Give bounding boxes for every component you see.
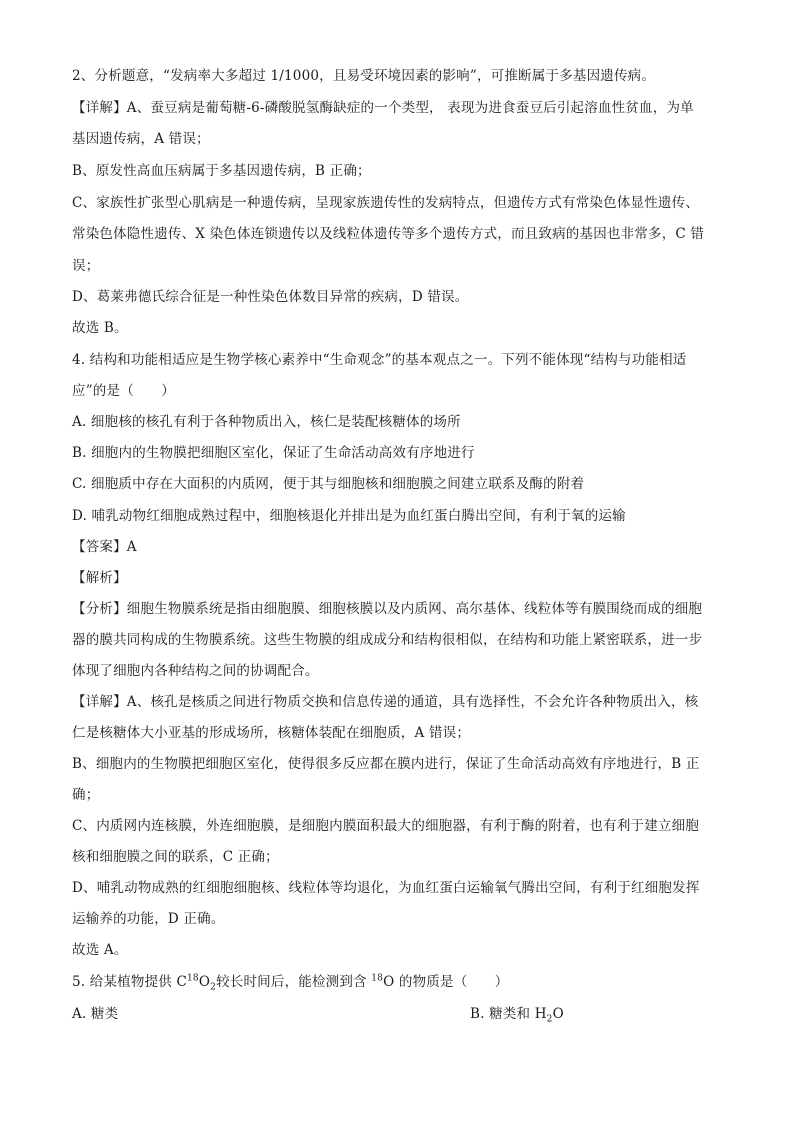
question-5-option-a: A. 糖类 <box>72 1006 119 1022</box>
text-line: C、家族性扩张型心肌病是一种遗传病，呈现家族遗传性的发病特点，但遗传方式有常染色体显性遗传、 <box>72 195 700 211</box>
question-4-option-c: C. 细胞质中存在大面积的内质网，便于其与细胞核和细胞膜之间建立联系及酶的附着 <box>72 476 585 492</box>
text-line: 确； <box>72 787 100 803</box>
q5-option-b-sub: 2 <box>546 1014 553 1025</box>
answer-label: 【答案】A <box>72 539 137 555</box>
question-4-stem: 4. 结构和功能相适应是生物学核心素养中“生命观念”的基本观点之一。下列不能体现“结构与功能相适 <box>72 352 687 368</box>
question-5-stem <box>72 972 722 992</box>
q5-suffix: O 的物质是（ ） <box>383 974 509 990</box>
question-5-options <box>72 1004 722 1024</box>
text-line: 仁是核糖体大小亚基的形成场所，核糖体装配在细胞质，A 错误； <box>72 725 471 741</box>
text-line: 误； <box>72 258 100 274</box>
q5-mid-1: O <box>198 974 211 990</box>
q5-prefix: 5. 给某植物提供 C <box>72 974 187 990</box>
q5-sup-2: 18 <box>371 973 384 984</box>
q5-sub-1: 2 <box>210 982 217 993</box>
text-line: 核和细胞膜之间的联系，C 正确； <box>72 849 279 865</box>
text-line: 运输养的功能，D 正确。 <box>72 911 225 927</box>
question-4-option-a: A. 细胞核的核孔有利于各种物质出入，核仁是装配核糖体的场所 <box>72 414 461 430</box>
text-line: 【详解】A、核孔是核质之间进行物质交换和信息传递的通道，具有选择性，不会允许各种物质出入，核 <box>72 694 699 710</box>
question-5-option-b <box>470 1004 564 1024</box>
question-4-stem: 应”的是（ ） <box>72 383 176 399</box>
text-line: 基因遗传病，A 错误； <box>72 131 210 147</box>
text-line: C、内质网内连核膜，外连细胞膜，是细胞内膜面积最大的细胞器，有利于酶的附着，也有利于建立细胞 <box>72 818 700 834</box>
q5-mid-2: 较长时间后，能检测到含 <box>216 974 372 990</box>
q5-option-b-prefix: B. 糖类和 H <box>470 1006 547 1022</box>
text-line: 【分析】细胞生物膜系统是指由细胞膜、细胞核膜以及内质网、高尔基体、线粒体等有膜围绕而成的细胞 <box>72 601 703 617</box>
text-line: 2、分析题意，“发病率大多超过 1/1000，且易受环境因素的影响”，可推断属于多基因遗传病。 <box>72 68 656 84</box>
q5-sup-1: 18 <box>187 973 199 984</box>
question-4-option-d: D. 哺乳动物红细胞成熟过程中，细胞核退化并排出是为血红蛋白腾出空间，有利于氧的运输 <box>72 508 626 524</box>
text-line: D、哺乳动物成熟的红细胞细胞核、线粒体等均退化，为血红蛋白运输氧气腾出空间，有利于红细胞发挥 <box>72 880 700 896</box>
text-line: 【详解】A、蚕豆病是葡萄糖-6-磷酸脱氢酶缺症的一个类型， 表现为进食蚕豆后引起溶血性贫血，为单 <box>72 100 694 116</box>
question-4-option-b: B. 细胞内的生物膜把细胞区室化，保证了生命活动高效有序地进行 <box>72 445 475 461</box>
text-line: 故选 B。 <box>72 320 128 336</box>
text-line: D、葛莱弗德氏综合征是一种性染色体数目异常的疾病，D 错误。 <box>72 289 469 305</box>
text-line: B、细胞内的生物膜把细胞区室化，使得很多反应都在膜内进行，保证了生命活动高效有序地进行，B 正 <box>72 756 700 772</box>
text-line: 器的膜共同构成的生物膜系统。这些生物膜的组成成分和结构很相似，在结构和功能上紧密联系，进一步 <box>72 632 703 648</box>
text-line: 故选 A。 <box>72 942 128 958</box>
q5-option-b-suffix: O <box>552 1006 564 1022</box>
text-line: B、原发性高血压病属于多基因遗传病，B 正确； <box>72 163 371 179</box>
text-line: 常染色体隐性遗传、X 染色体连锁遗传以及线粒体遗传等多个遗传方式，而且致病的基因也非常多，C 错 <box>72 226 705 242</box>
analysis-label: 【解析】 <box>72 570 127 586</box>
text-line: 体现了细胞内各种结构之间的协调配合。 <box>72 663 319 679</box>
